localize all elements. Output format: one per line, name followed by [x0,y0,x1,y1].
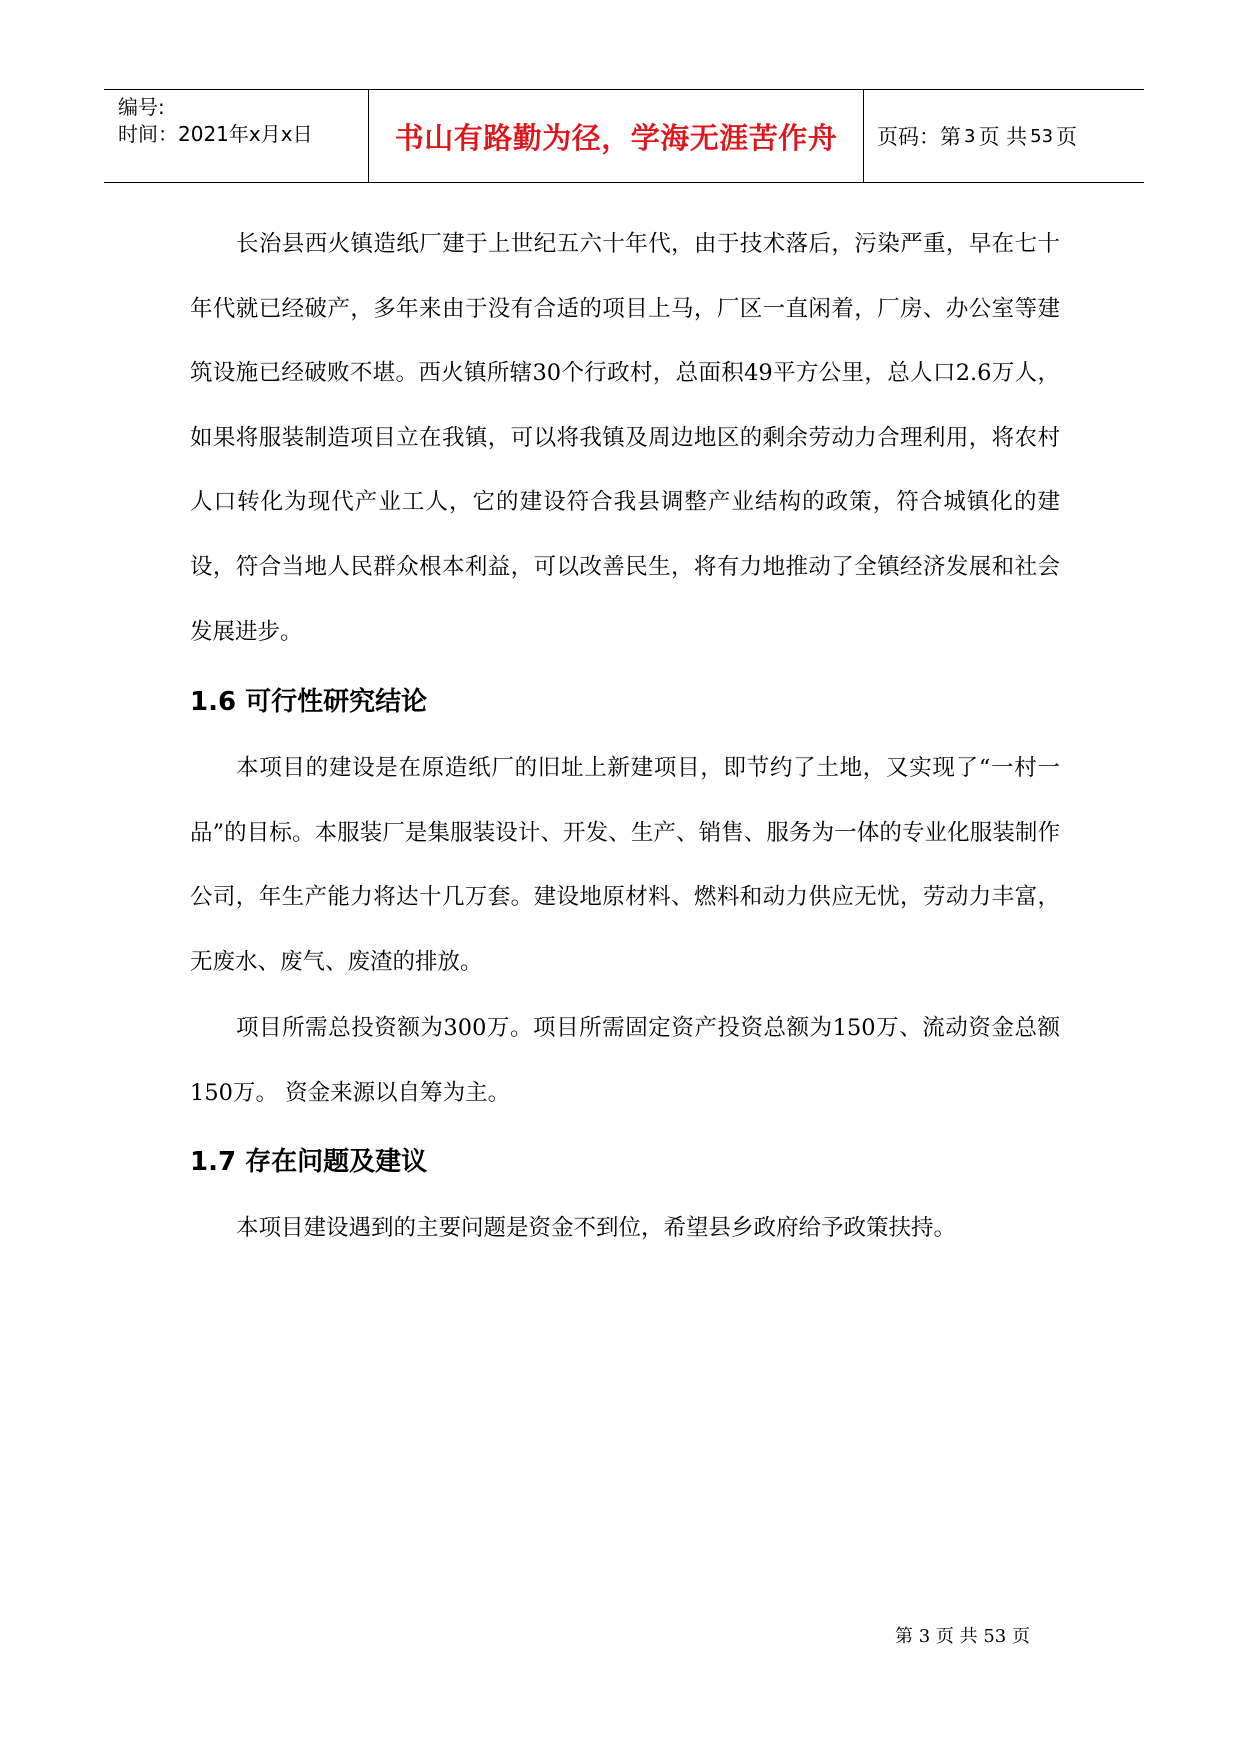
paragraph-background: 长治县西火镇造纸厂建于上世纪五六十年代，由于技术落后，污染严重，早在七十年代就已经破产，多年来由于没有合适的项目上马，厂区一直闲着，厂房、办公室等建筑设施已经破败不堪。西火镇所辖30个行政村，总面积49平方公里，总人口2.6万人，如果将服装制造项目立在我镇，可以将我镇及周边地区的剩余劳动力合理利用，将农村人口转化为现代产业工人，它的建设符合我县调整产业结构的政策，符合城镇化的建设，符合当地人民群众根本利益，可以改善民生，将有力地推动了全镇经济发展和社会发展进步。 [190,231,1060,645]
section-heading-1-6: 1.6 可行性研究结论 [190,687,428,717]
header-motto: 书山有路勤为径，学海无涯苦作舟 [394,120,838,155]
page-current: 3 [964,125,976,147]
paragraph-conclusion: 本项目的建设是在原造纸厂的旧址上新建项目，即节约了土地，又实现了“一村一品”的目标。本服装厂是集服装设计、开发、生产、销售、服务为一体的专业化服装制作公司，年生产能力将达十几万套。建设地原材料、燃料和动力供应无忧，劳动力丰富，无废水、废气、废渣的排放。 [190,755,1060,975]
page-mid: 页 共 [978,125,1028,149]
page-prefix: 页码：第 [877,125,961,149]
paragraph-investment: 项目所需总投资额为300万。项目所需固定资产投资总额为150万、流动资金总额150万。 资金来源以自筹为主。 [190,1015,1060,1106]
header-meta [104,90,369,182]
document-time: 时间：2021年x月x日 [118,122,313,146]
document-number-label: 编号: [118,95,165,119]
page-total: 53 [1030,125,1054,147]
footer-page-number: 第 3 页 共 53 页 [895,1626,1030,1647]
page-suffix: 页 [1056,125,1078,149]
header-page-number [864,90,1144,182]
header-motto-cell [369,90,864,182]
section-heading-1-7: 1.7 存在问题及建议 [190,1147,428,1177]
page-header [104,89,1144,183]
paragraph-issues: 本项目建设遇到的主要问题是资金不到位，希望县乡政府给予政策扶持。 [236,1215,957,1241]
